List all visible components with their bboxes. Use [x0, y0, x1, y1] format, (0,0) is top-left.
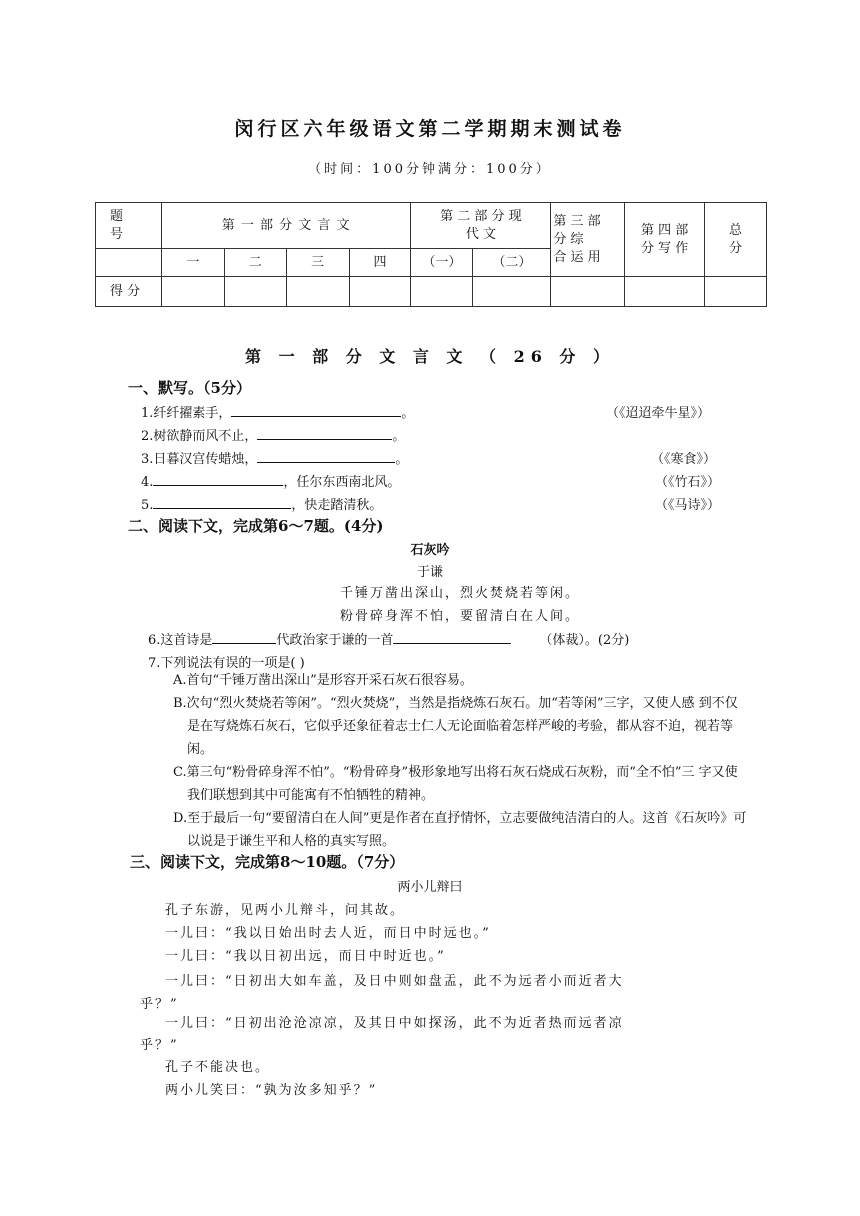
q1-item-4-end: ，任尔东西南北风。 [283, 475, 401, 490]
q1-item-5 [141, 494, 382, 513]
poem-author: 于谦 [416, 565, 443, 580]
poem-title: 石灰吟 [410, 543, 450, 558]
header-cell-question-number [96, 203, 162, 249]
passage-line-4b: 乎？” [140, 997, 179, 1012]
score-cell[interactable] [411, 277, 473, 307]
passage-line-5b: 乎？” [140, 1038, 179, 1053]
q1-item-3-text: 3.日暮汉宫传蜡烛， [141, 452, 258, 467]
header-part2 [411, 203, 551, 249]
poem-line-1: 千锤万凿出深山，烈火焚烧若等闲。 [340, 586, 581, 601]
q6-blank-1[interactable] [212, 631, 276, 644]
q1-heading: 一、默写。（5分） [128, 379, 251, 397]
q7-option-b[interactable]: B.次句“烈火焚烧若等闲”。“烈火焚烧”，当然是指烧炼石灰石。加“若等闲”三字，又使人感 到不仅是在写烧炼石灰石，它似乎还象征着志士仁人无论面临着怎样严峻的考验，都从容不迫，视若等闲。 [173, 696, 738, 757]
q1-item-4-text: 4. [141, 475, 154, 490]
section1-title: 第 一 部 分 文 言 文 （ 26 分 ） [245, 347, 615, 366]
score-cell[interactable] [705, 277, 767, 307]
q7: 7.下列说法有误的一项是( ) [148, 656, 305, 671]
passage-line-5a: 一儿曰：“日初出沧沧凉凉，及其日中如探汤，此不为近者热而远者凉 [165, 1016, 624, 1031]
score-row-label: 得 分 [96, 277, 162, 307]
subheader-1: 一 [161, 249, 224, 277]
q1-item-1 [141, 402, 414, 421]
q1-item-1-source: （《迢迢牵牛星》） [606, 406, 711, 421]
passage-title: 两小儿辩曰 [397, 880, 463, 895]
q6-blank-2[interactable] [393, 631, 511, 644]
header-total-line1: 总 [729, 222, 743, 238]
header-part1: 第 一 部 分 文 言 文 [161, 203, 411, 249]
passage-line-1: 孔子东游，见两小儿辩斗，问其故。 [165, 903, 406, 918]
q1-item-5-source: （《马诗》） [655, 498, 721, 513]
subheader-4: 四 [349, 249, 411, 277]
score-cell[interactable] [161, 277, 224, 307]
subheader-6: （二） [473, 249, 551, 277]
q1-item-2 [141, 425, 405, 444]
q1-item-2-blank[interactable] [257, 427, 392, 440]
score-cell[interactable] [625, 277, 705, 307]
q1-item-3-source: （《寒食》） [651, 452, 717, 467]
score-cell[interactable] [473, 277, 551, 307]
empty-cell [96, 249, 162, 277]
score-table [95, 202, 767, 307]
header-total [705, 203, 767, 277]
exam-time-info: （时间：100分钟满分：100分） [308, 162, 552, 177]
subheader-3: 三 [286, 249, 349, 277]
header-total-line2: 分 [729, 240, 743, 256]
header-part2-line2: 代 文 [465, 226, 496, 242]
header-part3-line3: 合 运 用 [553, 249, 601, 265]
q1-item-4-source: （《竹石》） [655, 475, 721, 490]
q1-item-2-text: 2.树欲静而风不止， [141, 429, 258, 444]
q6-text-c: （体裁）。(2分) [539, 633, 630, 648]
q1-item-5-blank[interactable] [153, 496, 291, 509]
q7-option-d[interactable]: D.至于最后一句“要留清白在人间”更是作者在直抒情怀，立志要做纯洁清白的人。这首《石灰吟》可以说是于谦生平和人格的真实写照。 [173, 811, 747, 849]
header-part3 [551, 203, 625, 277]
q6-text-b: 代政治家于谦的一首 [276, 633, 394, 648]
page-title: 闵行区六年级语文第二学期期末测试卷 [234, 118, 626, 140]
subheader-5: （一） [411, 249, 473, 277]
q1-item-5-end: ，快走踏清秋。 [291, 498, 383, 513]
header-part4-line2: 分 写 作 [640, 240, 689, 256]
passage-line-3: 一儿曰：“我以日初出远，而日中时近也。” [165, 949, 446, 964]
q1-item-1-text: 1.纤纤擢素手， [141, 406, 232, 421]
q1-item-1-end: 。 [401, 406, 415, 421]
q7-option-c[interactable]: C.第三句“粉骨碎身浑不怕”。“粉骨碎身”极形象地写出将石灰石烧成石灰粉，而“全不怕”三 字又使我们联想到其中可能寓有不怕牺牲的精神。 [173, 765, 738, 803]
score-cell[interactable] [224, 277, 286, 307]
header-part2-line1: 第 二 部 分 现 [440, 208, 522, 224]
score-cell[interactable] [551, 277, 625, 307]
q1-item-5-text: 5. [141, 498, 154, 513]
q6-text-a: 6.这首诗是 [148, 633, 213, 648]
poem-line-2: 粉骨碎身浑不怕，要留清白在人间。 [340, 609, 581, 624]
header-hao: 号 [110, 226, 124, 242]
header-part4 [625, 203, 705, 277]
q6 [148, 629, 629, 648]
q3-heading: 三、阅读下文，完成第8～10题。（7分） [130, 853, 405, 871]
header-ti: 题 [110, 208, 124, 224]
header-part3-line2: 分 综 [553, 231, 584, 247]
subheader-2: 二 [224, 249, 286, 277]
score-cell[interactable] [286, 277, 349, 307]
passage-line-6: 孔子不能决也。 [165, 1060, 271, 1075]
q7-option-a[interactable]: A.首句“千锤万凿出深山”是形容开采石灰石很容易。 [173, 673, 473, 688]
score-cell[interactable] [349, 277, 411, 307]
passage-line-4a: 一儿曰：“日初出大如车盖，及日中则如盘盂，此不为远者小而近者大 [165, 974, 624, 989]
passage-line-7: 两小儿笑曰：“孰为汝多知乎？” [165, 1083, 378, 1098]
q1-item-3-blank[interactable] [257, 450, 395, 463]
q1-item-3 [141, 448, 408, 467]
header-part4-line1: 第 四 部 [640, 222, 689, 238]
header-part3-line1: 第 三 部 [553, 213, 601, 229]
q1-item-4-blank[interactable] [153, 473, 283, 486]
q1-item-2-end: 。 [392, 429, 406, 444]
passage-line-2: 一儿曰：“我以日始出时去人近，而日中时远也。” [165, 926, 491, 941]
q1-item-4 [141, 471, 400, 490]
q1-item-3-end: 。 [395, 452, 409, 467]
q2-heading: 二、阅读下文，完成第6～7题。(4分) [128, 517, 384, 535]
q1-item-1-blank[interactable] [231, 404, 401, 417]
